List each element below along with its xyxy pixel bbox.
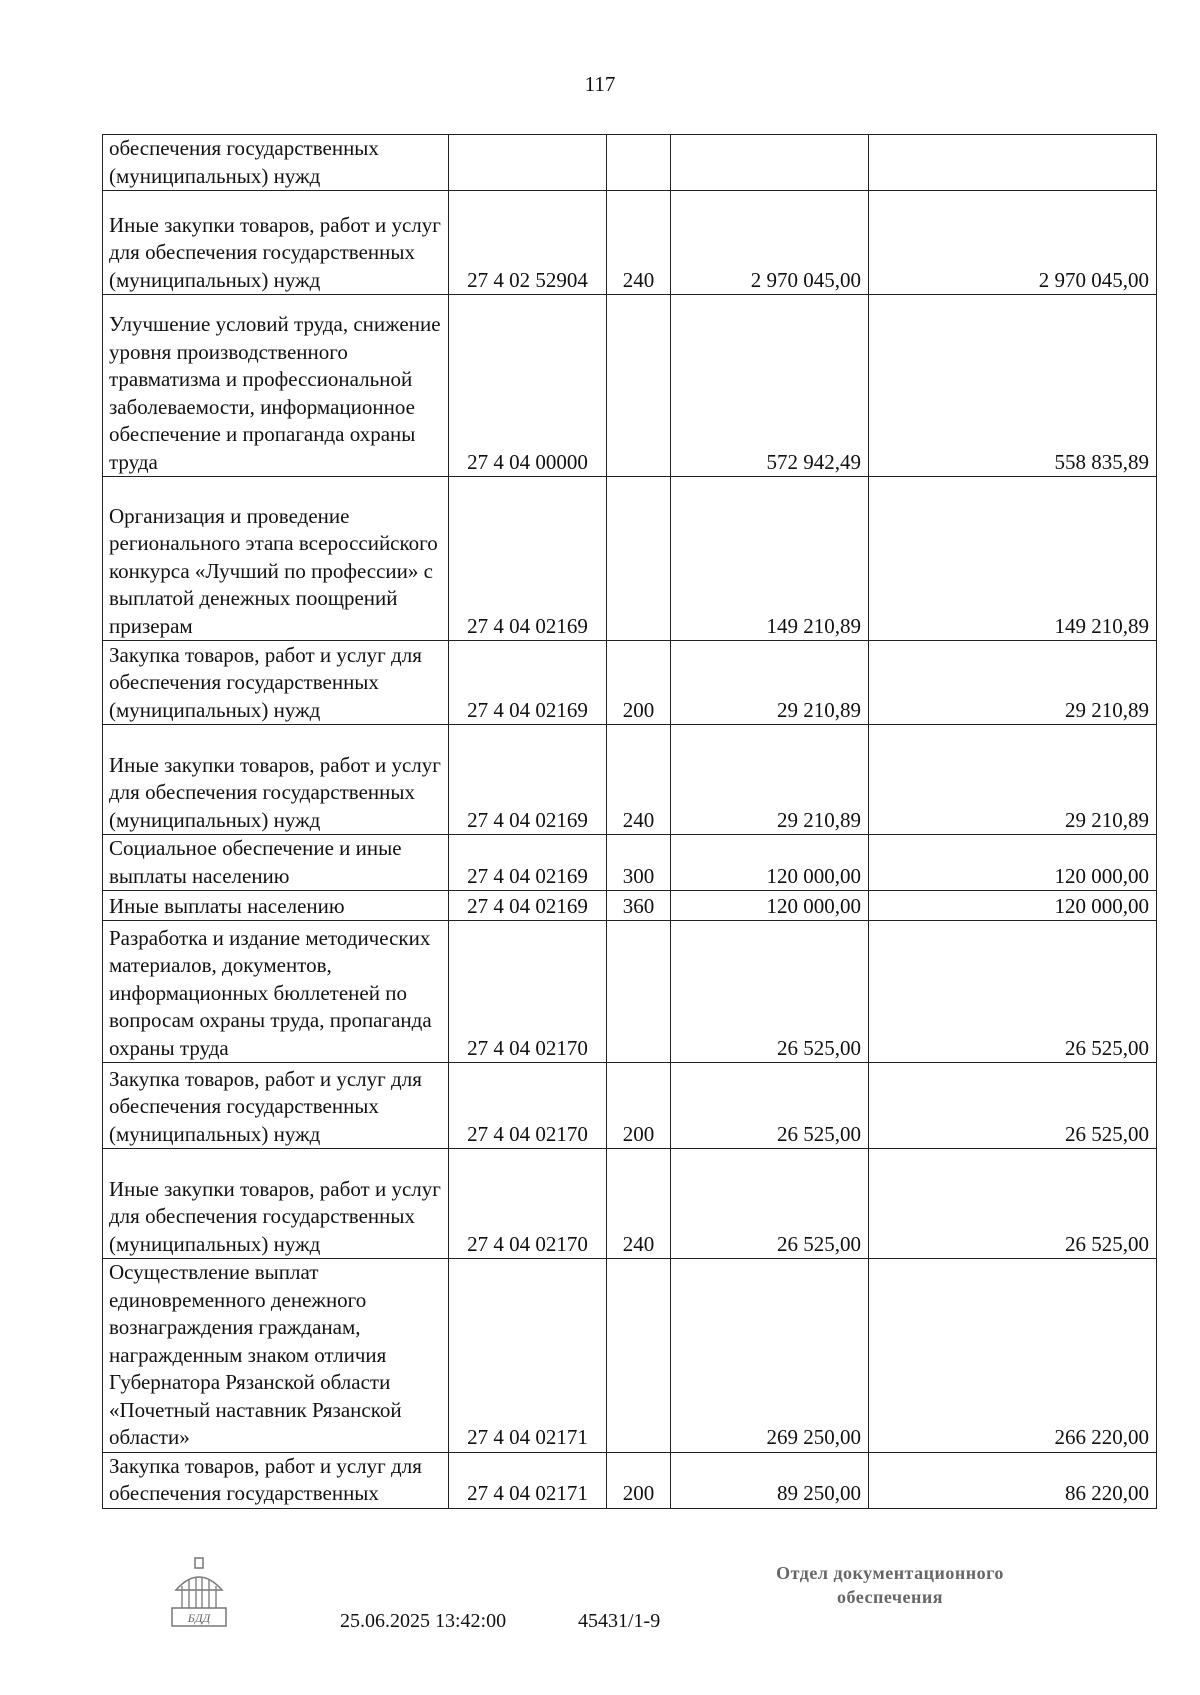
row-code: 27 4 04 02170 bbox=[449, 1063, 607, 1149]
row-code: 27 4 04 02169 bbox=[449, 725, 607, 835]
row-amount-2: 558 835,89 bbox=[869, 295, 1157, 477]
row-expense-type bbox=[607, 135, 671, 191]
row-expense-type: 200 bbox=[607, 1452, 671, 1508]
row-code: 27 4 04 02170 bbox=[449, 1149, 607, 1259]
row-code: 27 4 04 02171 bbox=[449, 1259, 607, 1453]
table-row bbox=[103, 1452, 1157, 1508]
row-amount-2 bbox=[869, 135, 1157, 191]
row-expense-type: 240 bbox=[607, 725, 671, 835]
budget-table bbox=[102, 134, 1157, 1509]
row-amount-1: 26 525,00 bbox=[671, 1063, 869, 1149]
page-number: 117 bbox=[584, 72, 616, 96]
row-name: Иные закупки товаров, работ и услуг для обеспечения государственных (муниципальных) нужд bbox=[103, 1149, 449, 1259]
row-amount-1: 89 250,00 bbox=[671, 1452, 869, 1508]
row-expense-type: 240 bbox=[607, 191, 671, 295]
row-expense-type: 300 bbox=[607, 835, 671, 891]
table-row bbox=[103, 477, 1157, 641]
table-row bbox=[103, 891, 1157, 921]
row-amount-2: 29 210,89 bbox=[869, 641, 1157, 725]
row-amount-1: 26 525,00 bbox=[671, 1149, 869, 1259]
row-name: Социальное обеспечение и иные выплаты населению bbox=[103, 835, 449, 891]
row-amount-2: 120 000,00 bbox=[869, 835, 1157, 891]
row-expense-type: 240 bbox=[607, 1149, 671, 1259]
table-row bbox=[103, 1149, 1157, 1259]
table-row bbox=[103, 725, 1157, 835]
row-expense-type bbox=[607, 295, 671, 477]
logo-text: БДД bbox=[187, 1611, 211, 1625]
footer-registration-number: 45431/1-9 bbox=[578, 1610, 661, 1632]
row-amount-2: 26 525,00 bbox=[869, 1063, 1157, 1149]
row-name: Иные закупки товаров, работ и услуг для обеспечения государственных (муниципальных) нужд bbox=[103, 191, 449, 295]
row-name: Закупка товаров, работ и услуг для обеспечения государственных bbox=[103, 1452, 449, 1508]
row-name: Разработка и издание методических материалов, документов, информационных бюллетеней по вопросам охраны труда, пропаганда охраны труда bbox=[103, 921, 449, 1063]
row-name: Закупка товаров, работ и услуг для обеспечения государственных (муниципальных) нужд bbox=[103, 1063, 449, 1149]
row-amount-2: 149 210,89 bbox=[869, 477, 1157, 641]
row-amount-1 bbox=[671, 135, 869, 191]
table-row bbox=[103, 191, 1157, 295]
row-amount-1: 572 942,49 bbox=[671, 295, 869, 477]
row-code: 27 4 04 02169 bbox=[449, 835, 607, 891]
row-code: 27 4 04 02169 bbox=[449, 891, 607, 921]
row-amount-2: 86 220,00 bbox=[869, 1452, 1157, 1508]
building-logo-icon bbox=[168, 1556, 230, 1630]
row-code bbox=[449, 135, 607, 191]
row-amount-1: 2 970 045,00 bbox=[671, 191, 869, 295]
row-amount-2: 26 525,00 bbox=[869, 921, 1157, 1063]
table-row bbox=[103, 1259, 1157, 1453]
row-amount-1: 26 525,00 bbox=[671, 921, 869, 1063]
footer-datetime: 25.06.2025 13:42:00 bbox=[340, 1610, 507, 1632]
row-code: 27 4 04 02170 bbox=[449, 921, 607, 1063]
row-name: Закупка товаров, работ и услуг для обеспечения государственных (муниципальных) нужд bbox=[103, 641, 449, 725]
row-code: 27 4 04 02171 bbox=[449, 1452, 607, 1508]
row-expense-type: 200 bbox=[607, 641, 671, 725]
row-code: 27 4 04 02169 bbox=[449, 641, 607, 725]
row-amount-1: 29 210,89 bbox=[671, 725, 869, 835]
table-row bbox=[103, 1063, 1157, 1149]
row-name: Организация и проведение регионального этапа всероссийского конкурса «Лучший по профессии» с выплатой денежных поощрений призерам bbox=[103, 477, 449, 641]
table-row bbox=[103, 835, 1157, 891]
row-amount-1: 120 000,00 bbox=[671, 891, 869, 921]
row-code: 27 4 04 00000 bbox=[449, 295, 607, 477]
table-row bbox=[103, 641, 1157, 725]
row-name: Осуществление выплат единовременного денежного вознаграждения гражданам, награжденным знаком отличия Губернатора Рязанской области «Почетный наставник Рязанской области» bbox=[103, 1259, 449, 1453]
row-name: Иные закупки товаров, работ и услуг для обеспечения государственных (муниципальных) нужд bbox=[103, 725, 449, 835]
row-amount-1: 269 250,00 bbox=[671, 1259, 869, 1453]
row-expense-type bbox=[607, 1259, 671, 1453]
row-name: Иные выплаты населению bbox=[103, 891, 449, 921]
row-amount-1: 29 210,89 bbox=[671, 641, 869, 725]
row-amount-2: 29 210,89 bbox=[869, 725, 1157, 835]
row-amount-1: 120 000,00 bbox=[671, 835, 869, 891]
row-expense-type: 200 bbox=[607, 1063, 671, 1149]
row-expense-type: 360 bbox=[607, 891, 671, 921]
row-amount-2: 26 525,00 bbox=[869, 1149, 1157, 1259]
row-amount-2: 266 220,00 bbox=[869, 1259, 1157, 1453]
row-amount-2: 120 000,00 bbox=[869, 891, 1157, 921]
row-expense-type bbox=[607, 477, 671, 641]
row-expense-type bbox=[607, 921, 671, 1063]
row-name: обеспечения государственных (муниципальных) нужд bbox=[103, 135, 449, 191]
table-row bbox=[103, 135, 1157, 191]
row-name: Улучшение условий труда, снижение уровня производственного травматизма и профессиональной заболеваемости, информационное обеспечение и пропаганда охраны труда bbox=[103, 295, 449, 477]
row-code: 27 4 04 02169 bbox=[449, 477, 607, 641]
department-stamp: Отдел документационного обеспечения bbox=[776, 1563, 1004, 1607]
table-row bbox=[103, 295, 1157, 477]
row-code: 27 4 02 52904 bbox=[449, 191, 607, 295]
row-amount-2: 2 970 045,00 bbox=[869, 191, 1157, 295]
table-row bbox=[103, 921, 1157, 1063]
row-amount-1: 149 210,89 bbox=[671, 477, 869, 641]
